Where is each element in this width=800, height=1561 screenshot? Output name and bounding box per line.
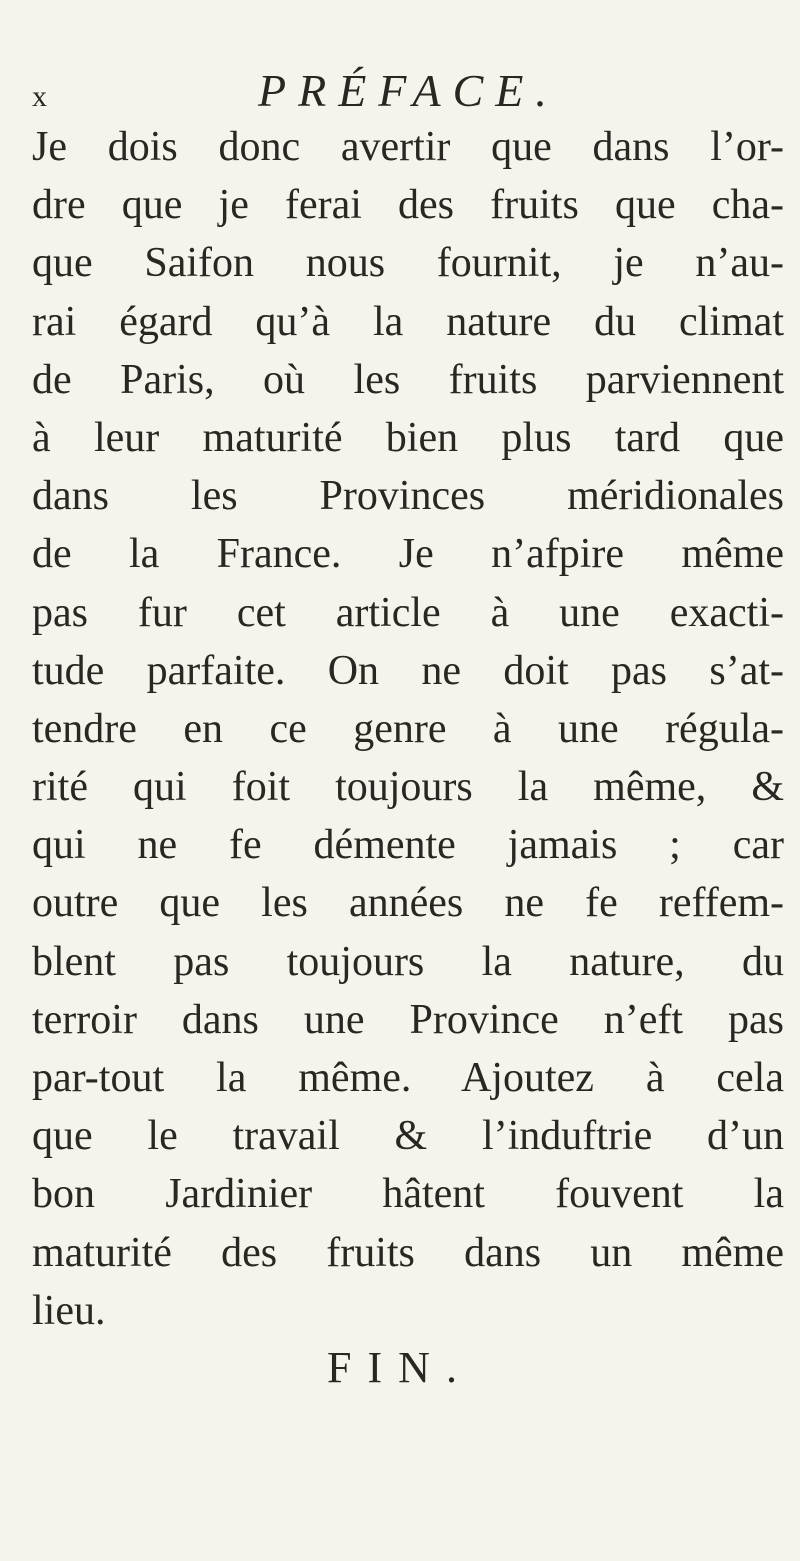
text-line: blent pas toujours la nature, du — [32, 938, 784, 985]
text-line: que le travail & l’induftrie d’un — [32, 1113, 784, 1160]
text-line-last: lieu. — [32, 1287, 106, 1334]
text-line: outre que les années ne fe reffem- — [32, 880, 784, 927]
text-line: à leur maturité bien plus tard que — [32, 414, 784, 461]
text-line: tude parfaite. On ne doit pas s’at- — [32, 647, 784, 694]
text-line: pas fur cet article à une exacti- — [32, 589, 784, 636]
text-line: terroir dans une Province n’eft pas — [32, 996, 784, 1043]
page-number: x — [32, 80, 47, 113]
text-line: de Paris, où les fruits parviennent — [32, 356, 784, 403]
text-line: Je dois donc avertir que dans l’or- — [32, 124, 784, 170]
text-line: tendre en ce genre à une régula- — [32, 705, 784, 752]
page-header — [32, 65, 772, 118]
text-line: bon Jardinier hâtent fouvent la — [32, 1171, 784, 1218]
text-line: que Saifon nous fournit, je n’au- — [32, 240, 784, 287]
text-line: de la France. Je n’afpire même — [32, 531, 784, 578]
text-line: dans les Provinces méridionales — [32, 473, 784, 520]
fin-label: FIN. — [327, 1343, 473, 1392]
text-line: par-tout la même. Ajoutez à cela — [32, 1055, 784, 1101]
text-line: qui ne fe démente jamais ; car — [32, 822, 784, 869]
text-line: rité qui foit toujours la même, & — [32, 764, 784, 811]
text-line: dre que je ferai des fruits que cha- — [32, 182, 784, 229]
text-line: maturité des fruits dans un même — [32, 1229, 784, 1276]
running-title: PRÉFACE. — [258, 65, 559, 116]
text-line: rai égard qu’à la nature du climat — [32, 298, 784, 345]
body-text — [32, 118, 784, 1340]
